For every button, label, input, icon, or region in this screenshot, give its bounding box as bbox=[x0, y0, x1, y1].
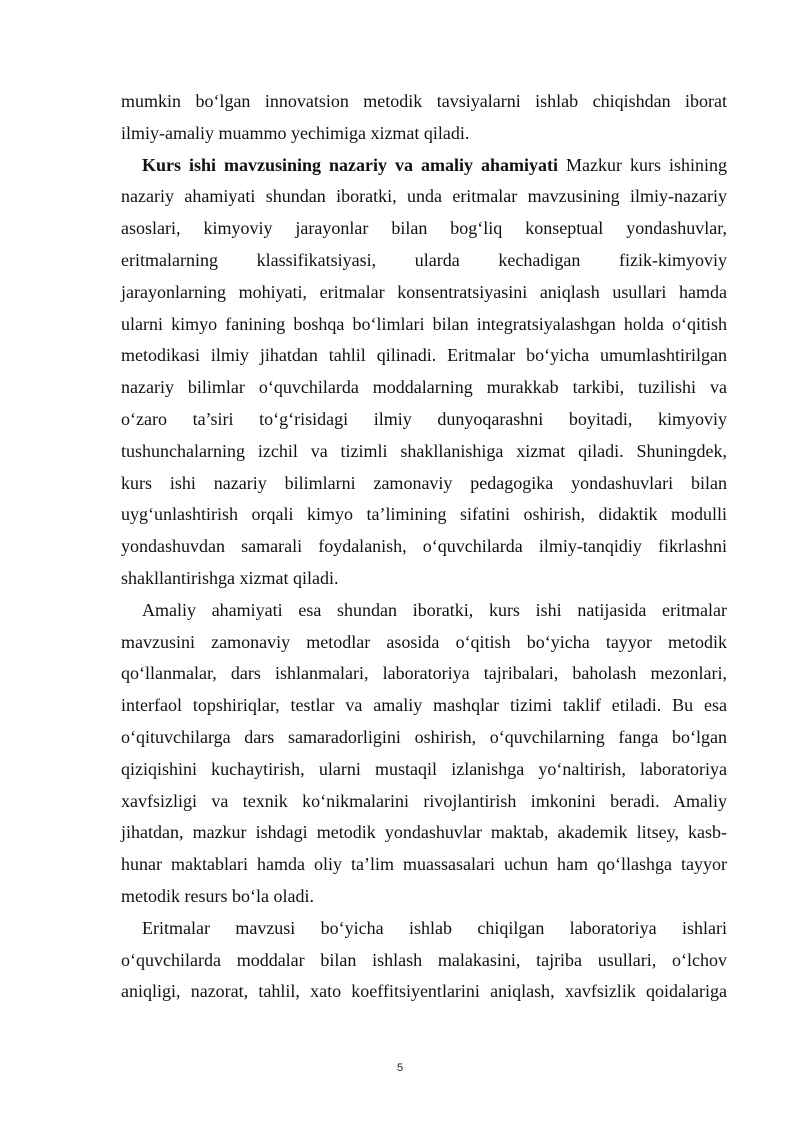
line-text: Eritmalar mavzusi bo‘yicha ishlab chiqilgan laboratoriya ishlari bbox=[142, 917, 727, 938]
text-line bbox=[121, 786, 727, 818]
text-line bbox=[121, 150, 727, 182]
body-text bbox=[121, 86, 727, 1008]
text-line bbox=[121, 817, 727, 849]
line-text: mumkin bo‘lgan innovatsion metodik tavsiyalarni ishlab chiqishdan iborat bbox=[121, 91, 727, 111]
line-text: aniqligi, nazorat, tahlil, xato koeffitsiyentlarini aniqlash, xavfsizlik qoidalariga bbox=[121, 981, 727, 1002]
line-text: eritmalarning klassifikatsiyasi, ularda kechadigan fizik-kimyoviy bbox=[121, 249, 727, 270]
text-line bbox=[121, 976, 727, 1008]
text-line bbox=[121, 849, 727, 881]
line-text: metodik resurs bo‘la oladi. bbox=[121, 885, 314, 906]
text-line bbox=[121, 340, 727, 372]
text-line bbox=[121, 722, 727, 754]
text-line bbox=[121, 436, 727, 468]
page-number: 5 bbox=[396, 1062, 404, 1074]
line-text: qo‘llanmalar, dars ishlanmalari, laboratoriya tajribalari, baholash mezonlari, bbox=[121, 663, 727, 684]
text-line bbox=[121, 595, 727, 627]
text-line bbox=[121, 118, 727, 150]
text-line bbox=[121, 499, 727, 531]
line-text: tushunchalarning izchil va tizimli shakllanishiga xizmat qiladi. Shuningdek, bbox=[121, 440, 727, 461]
text-line bbox=[121, 277, 727, 309]
text-line bbox=[121, 945, 727, 977]
line-text: metodikasi ilmiy jihatdan tahlil qilinadi. Eritmalar bo‘yicha umumlashtirilgan bbox=[121, 345, 727, 366]
text-line bbox=[121, 181, 727, 213]
line-text: hunar maktablari hamda oliy ta’lim muassasalari uchun ham qo‘llashga tayyor bbox=[121, 854, 727, 875]
text-line bbox=[121, 881, 727, 913]
text-line bbox=[121, 372, 727, 404]
text-line bbox=[121, 309, 727, 341]
line-text: nazariy ahamiyati shundan iboratki, unda eritmalar mavzusining ilmiy-nazariy bbox=[121, 186, 727, 207]
line-text: ularni kimyo fanining boshqa bo‘limlari bilan integratsiyalashgan holda o‘qitish bbox=[121, 313, 727, 334]
text-line bbox=[121, 468, 727, 500]
text-line bbox=[121, 754, 727, 786]
line-text: o‘quvchilarda moddalar bilan ishlash malakasini, tajriba usullari, o‘lchov bbox=[121, 949, 727, 970]
text-line bbox=[121, 913, 727, 945]
text-line bbox=[121, 658, 727, 690]
line-text: mavzusini zamonaviy metodlar asosida o‘qitish bo‘yicha tayyor metodik bbox=[121, 631, 727, 652]
text-line bbox=[121, 86, 727, 118]
line-text: o‘qituvchilarga dars samaradorligini oshirish, o‘quvchilarning fanga bo‘lgan bbox=[121, 726, 727, 747]
line-text: interfaol topshiriqlar, testlar va amaliy mashqlar tizimi taklif etiladi. Bu esa bbox=[121, 695, 727, 716]
line-text: jihatdan, mazkur ishdagi metodik yondashuvlar maktab, akademik litsey, kasb- bbox=[121, 822, 727, 843]
text-line bbox=[121, 627, 727, 659]
line-text: o‘zaro ta’siri to‘g‘risidagi ilmiy dunyoqarashni boyitadi, kimyoviy bbox=[121, 408, 727, 429]
text-line bbox=[121, 531, 727, 563]
text-line bbox=[121, 213, 727, 245]
text-line bbox=[121, 690, 727, 722]
line-text: Mazkur kurs ishining bbox=[558, 154, 727, 175]
line-text: jarayonlarning mohiyati, eritmalar konsentratsiyasini aniqlash usullari hamda bbox=[121, 281, 727, 302]
line-text: asoslari, kimyoviy jarayonlar bilan bog‘liq konseptual yondashuvlar, bbox=[121, 218, 727, 239]
text-line bbox=[121, 563, 727, 595]
line-text: shakllantirishga xizmat qiladi. bbox=[121, 567, 339, 588]
line-text: ilmiy-amaliy muammo yechimiga xizmat qiladi. bbox=[121, 122, 470, 143]
line-text: uyg‘unlashtirish orqali kimyo ta’limining sifatini oshirish, didaktik modulli bbox=[121, 504, 727, 525]
section-heading: Kurs ishi mavzusining nazariy va amaliy ahamiyati bbox=[142, 154, 559, 175]
line-text: xavfsizligi va texnik ko‘nikmalarini rivojlantirish imkonini beradi. Amaliy bbox=[121, 790, 727, 811]
line-text: kurs ishi nazariy bilimlarni zamonaviy pedagogika yondashuvlari bilan bbox=[121, 472, 727, 493]
line-text: yondashuvdan samarali foydalanish, o‘quvchilarda ilmiy-tanqidiy fikrlashni bbox=[121, 536, 727, 557]
line-text: nazariy bilimlar o‘quvchilarda moddalarning murakkab tarkibi, tuzilishi va bbox=[121, 377, 727, 398]
text-line bbox=[121, 404, 727, 436]
text-line bbox=[121, 245, 727, 277]
line-text: Amaliy ahamiyati esa shundan iboratki, kurs ishi natijasida eritmalar bbox=[142, 599, 727, 620]
line-text: qiziqishini kuchaytirish, ularni mustaqil izlanishga yo‘naltirish, laboratoriya bbox=[121, 758, 727, 779]
